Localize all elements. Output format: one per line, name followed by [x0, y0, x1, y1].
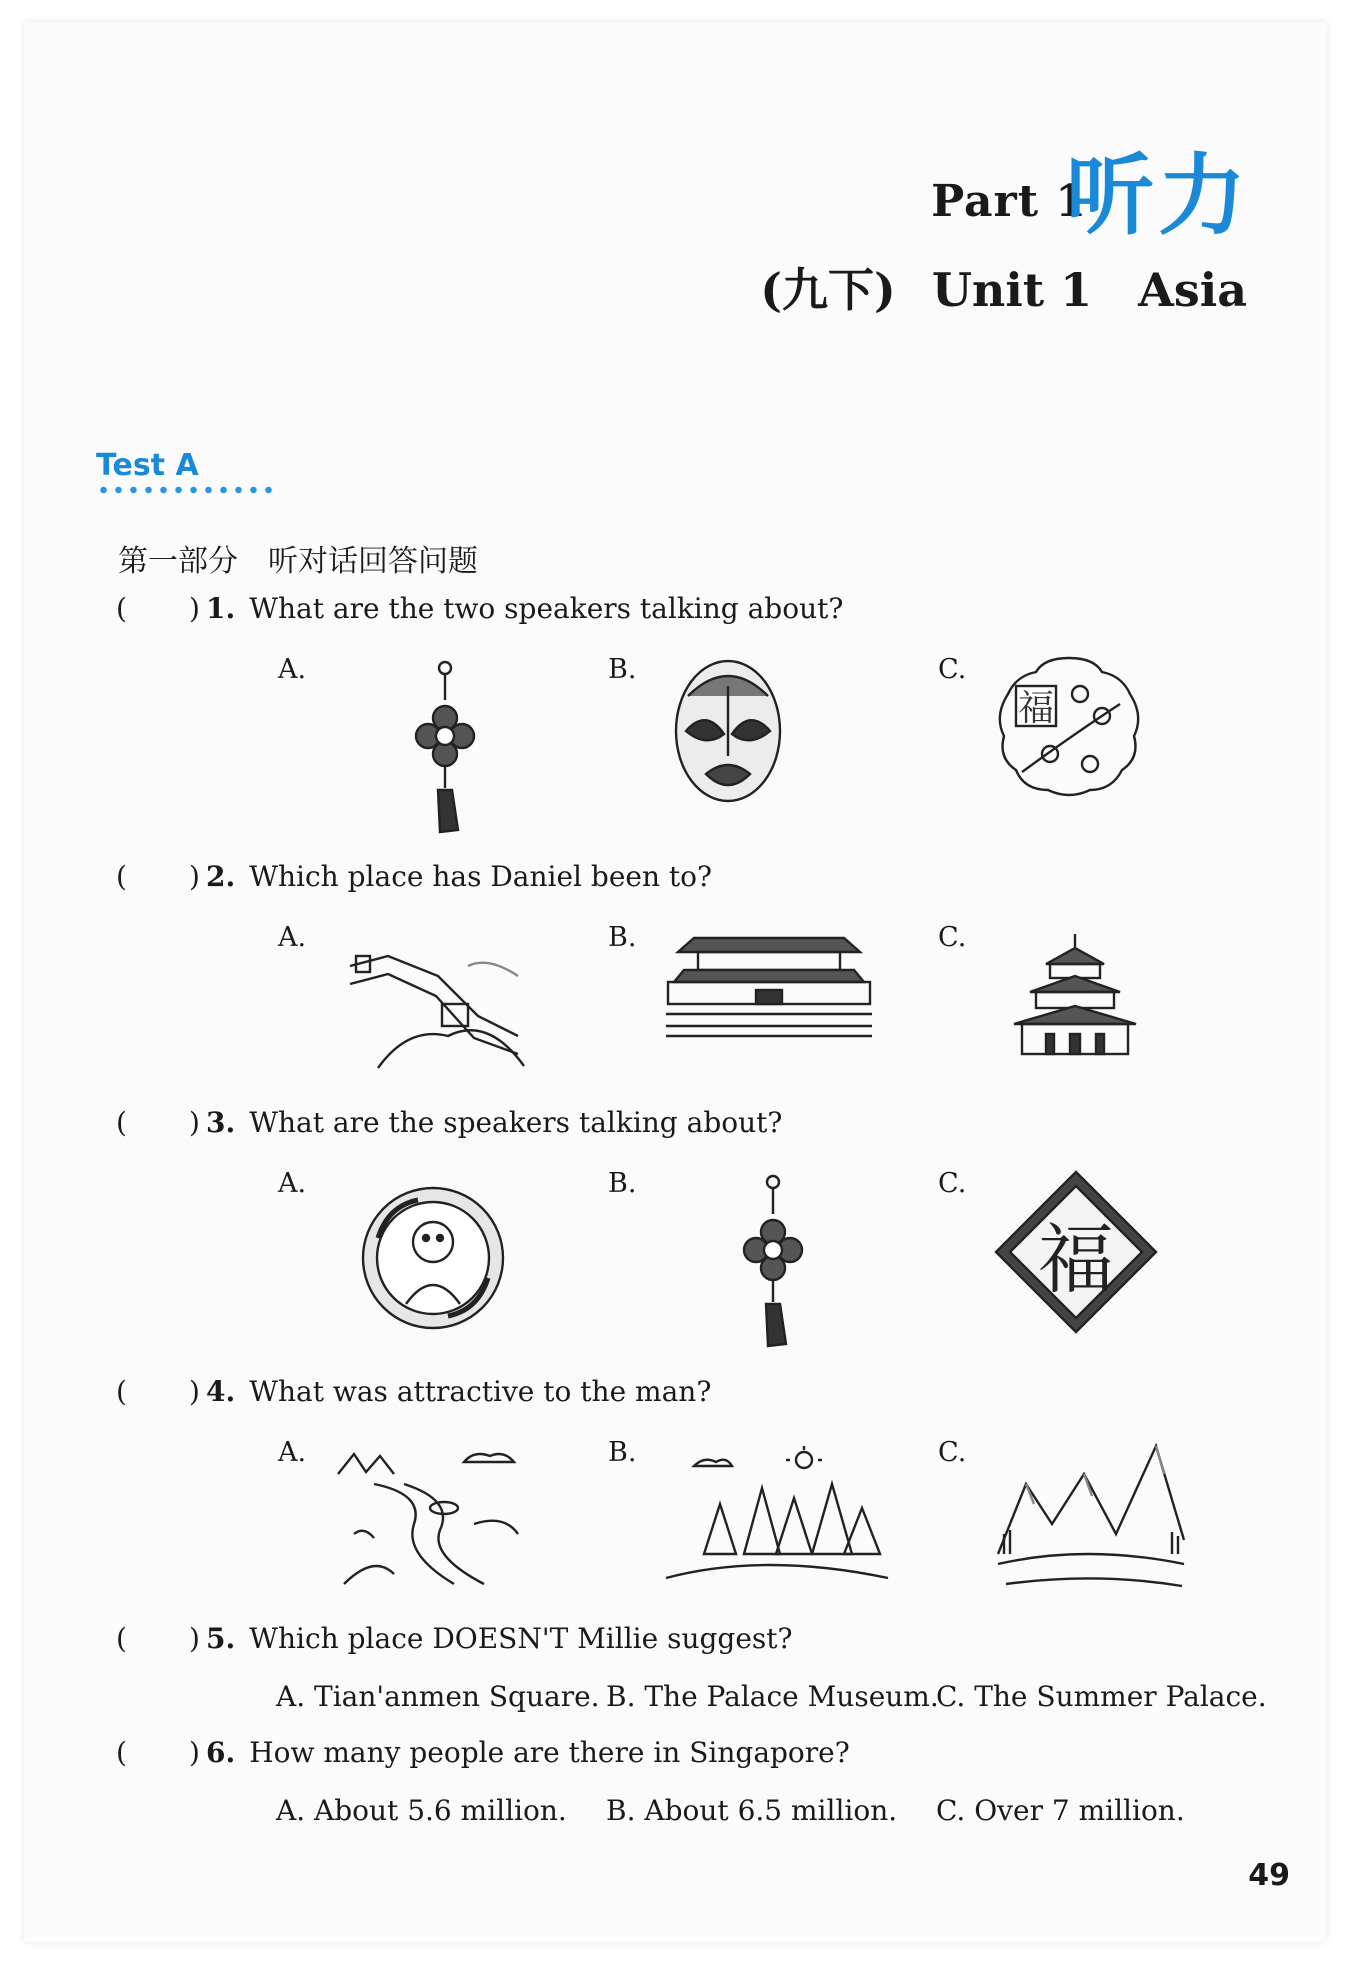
question-text: How many people are there in Singapore? — [249, 1736, 850, 1769]
question-2 — [116, 860, 712, 893]
question-text: Which place DOESN'T Millie suggest? — [249, 1622, 793, 1655]
paper-cutting-fu-icon — [994, 654, 1144, 799]
question-4 — [116, 1375, 711, 1408]
forest-icon — [664, 1444, 890, 1590]
option-b-label: B. — [608, 1168, 637, 1199]
chinese-knot-icon — [728, 1174, 818, 1349]
test-label: Test A — [96, 448, 199, 483]
option-a-label: A. — [278, 1168, 307, 1199]
grade-label: (九下) — [760, 263, 896, 317]
option-b-label: B. — [608, 654, 637, 685]
paper-cutting-round-icon — [358, 1186, 508, 1330]
page-number: 49 — [1248, 1858, 1290, 1893]
question-number: 6. — [206, 1736, 236, 1769]
dotted-underline — [96, 486, 276, 494]
section-heading — [118, 536, 478, 580]
section-title-cn: 听力 — [1065, 144, 1250, 247]
question-text: What was attractive to the man? — [249, 1375, 712, 1408]
option-b-label: B. — [608, 922, 637, 953]
question-number: 4. — [206, 1375, 236, 1408]
answer-blank[interactable]: ( ) — [116, 1622, 200, 1655]
question-text: Which place has Daniel been to? — [249, 860, 713, 893]
question-number: 2. — [206, 860, 236, 893]
unit-label: Unit 1 — [931, 263, 1093, 317]
answer-option-a: A. About 5.6 million. — [276, 1794, 567, 1827]
answer-blank[interactable]: ( ) — [116, 1106, 200, 1139]
question-6 — [116, 1736, 850, 1769]
section-title: 听对话回答问题 — [268, 544, 478, 579]
chinese-knot-icon — [400, 660, 490, 835]
fu-diamond-icon — [994, 1170, 1158, 1334]
question-3 — [116, 1106, 782, 1139]
opera-mask-icon — [668, 656, 788, 806]
option-c-label: C. — [938, 922, 967, 953]
great-wall-icon — [348, 946, 524, 1068]
question-number: 3. — [206, 1106, 236, 1139]
option-a-label: A. — [278, 1437, 307, 1468]
unit-subtitle — [760, 254, 1247, 320]
answer-option-a: A. Tian'anmen Square. — [276, 1680, 600, 1713]
tiananmen-icon — [664, 930, 874, 1040]
question-number: 1. — [206, 592, 236, 625]
question-1 — [116, 592, 843, 625]
answer-blank[interactable]: ( ) — [116, 860, 200, 893]
answer-blank[interactable]: ( ) — [116, 592, 200, 625]
option-c-label: C. — [938, 1437, 967, 1468]
topic-label: Asia — [1138, 263, 1247, 317]
answer-option-b: B. The Palace Museum. — [606, 1680, 939, 1713]
river-landscape-icon — [334, 1444, 520, 1588]
svg-text:福: 福 — [1018, 688, 1055, 729]
question-5 — [116, 1622, 793, 1655]
section-label: 第一部分 — [118, 544, 238, 579]
answer-option-c: C. The Summer Palace. — [936, 1680, 1267, 1713]
option-c-label: C. — [938, 1168, 967, 1199]
mountains-icon — [996, 1444, 1186, 1592]
question-text: What are the two speakers talking about? — [249, 592, 844, 625]
answer-blank[interactable]: ( ) — [116, 1736, 200, 1769]
temple-of-heaven-icon — [1006, 934, 1144, 1062]
answer-option-b: B. About 6.5 million. — [606, 1794, 898, 1827]
part-label: Part 1 — [931, 176, 1087, 227]
option-a-label: A. — [278, 654, 307, 685]
question-number: 5. — [206, 1622, 236, 1655]
answer-blank[interactable]: ( ) — [116, 1375, 200, 1408]
option-b-label: B. — [608, 1437, 637, 1468]
question-text: What are the speakers talking about? — [249, 1106, 783, 1139]
option-a-label: A. — [278, 922, 307, 953]
svg-text:福: 福 — [1038, 1215, 1114, 1304]
option-c-label: C. — [938, 654, 967, 685]
answer-option-c: C. Over 7 million. — [936, 1794, 1185, 1827]
